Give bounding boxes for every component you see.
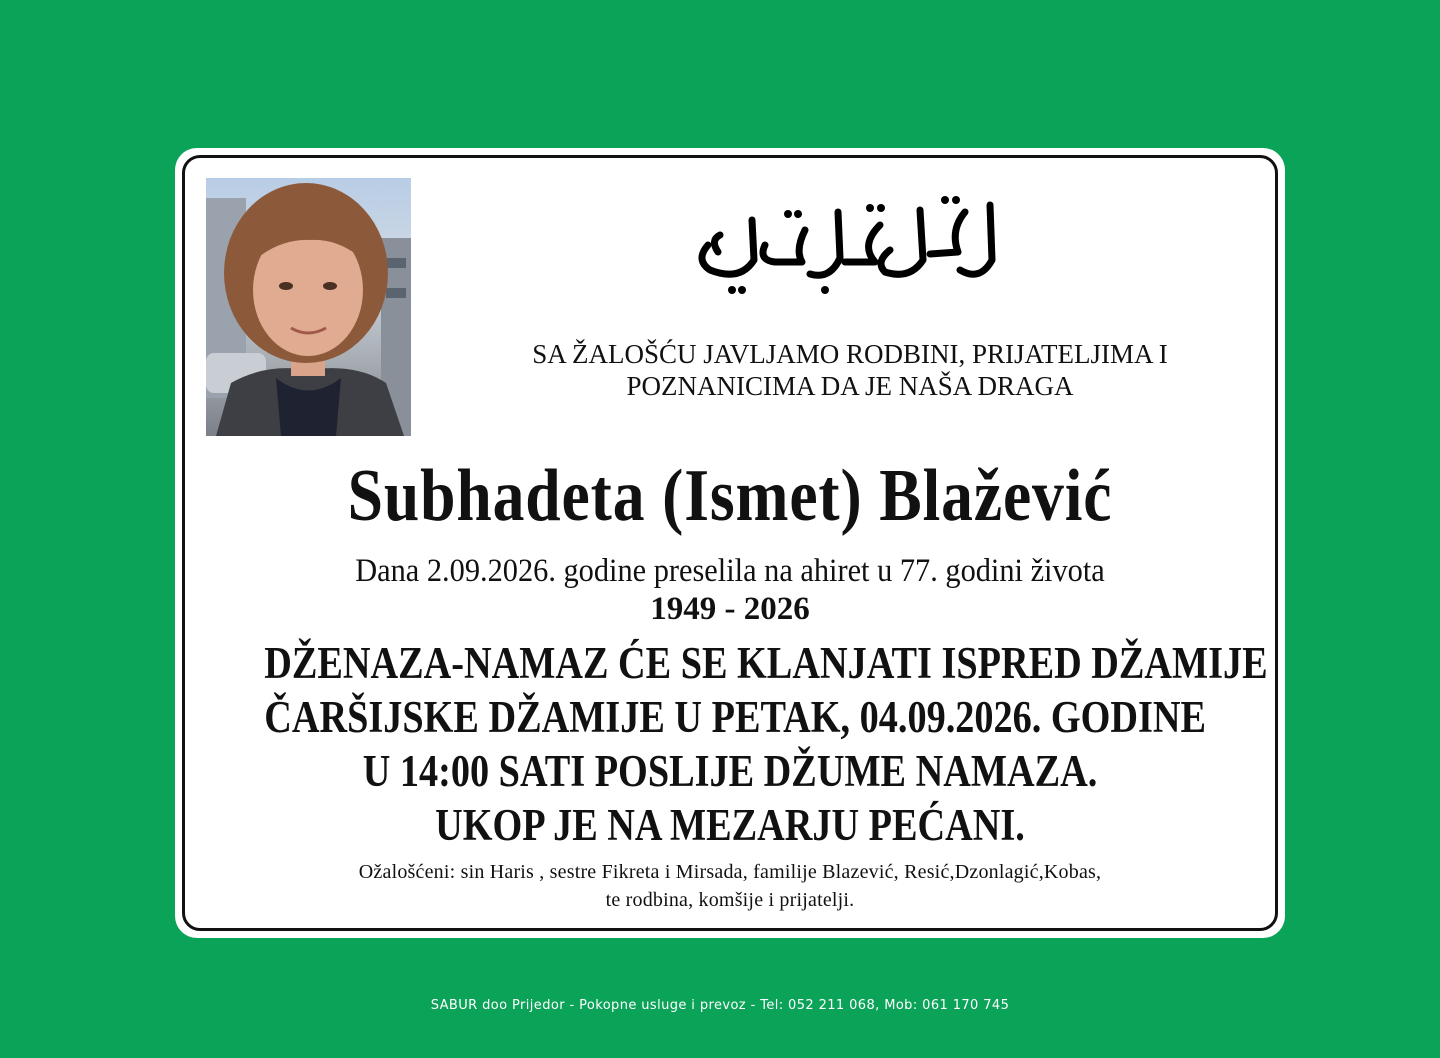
arabic-calligraphy (680, 190, 1010, 300)
funeral-line: UKOP JE NA MEZARJU PEĆANI. (435, 800, 1025, 850)
funeral-line: U 14:00 SATI POSLIJE DŽUME NAMAZA. (362, 746, 1098, 796)
intro-line: SA ŽALOŠĆU JAVLJAMO RODBINI, PRIJATELJIMA I (532, 339, 1168, 369)
deceased-name: Subhadeta (Ismet) Blažević (347, 455, 1113, 537)
funeral-line: DŽENAZA-NAMAZ ĆE SE KLANJATI ISPRED DŽAMIJE (264, 638, 1268, 688)
life-years: 1949 - 2026 (650, 591, 810, 627)
mourners-line: te rodbina, komšije i prijatelji. (605, 889, 855, 911)
portrait-photo (206, 178, 411, 436)
mourners-text (182, 858, 1278, 914)
passed-away-line: Dana 2.09.2026. godine preselila na ahiret u 77. godini života (355, 553, 1105, 589)
footer-contact: SABUR doo Prijedor - Pokopne usluge i prevoz - Tel: 052 211 068, Mob: 061 170 745 (430, 998, 1010, 1013)
mourners-line: Ožalošćeni: sin Haris , sestre Fikreta i Mirsada, familije Blazević, Resić,Dzonlagić,Kobas, (358, 861, 1102, 883)
intro-text (440, 338, 1260, 402)
funeral-line: ČARŠIJSKE DŽAMIJE U PETAK, 04.09.2026. GODINE (264, 692, 1207, 742)
funeral-details (264, 636, 1268, 852)
intro-line: POZNANICIMA DA JE NAŠA DRAGA (626, 371, 1074, 401)
